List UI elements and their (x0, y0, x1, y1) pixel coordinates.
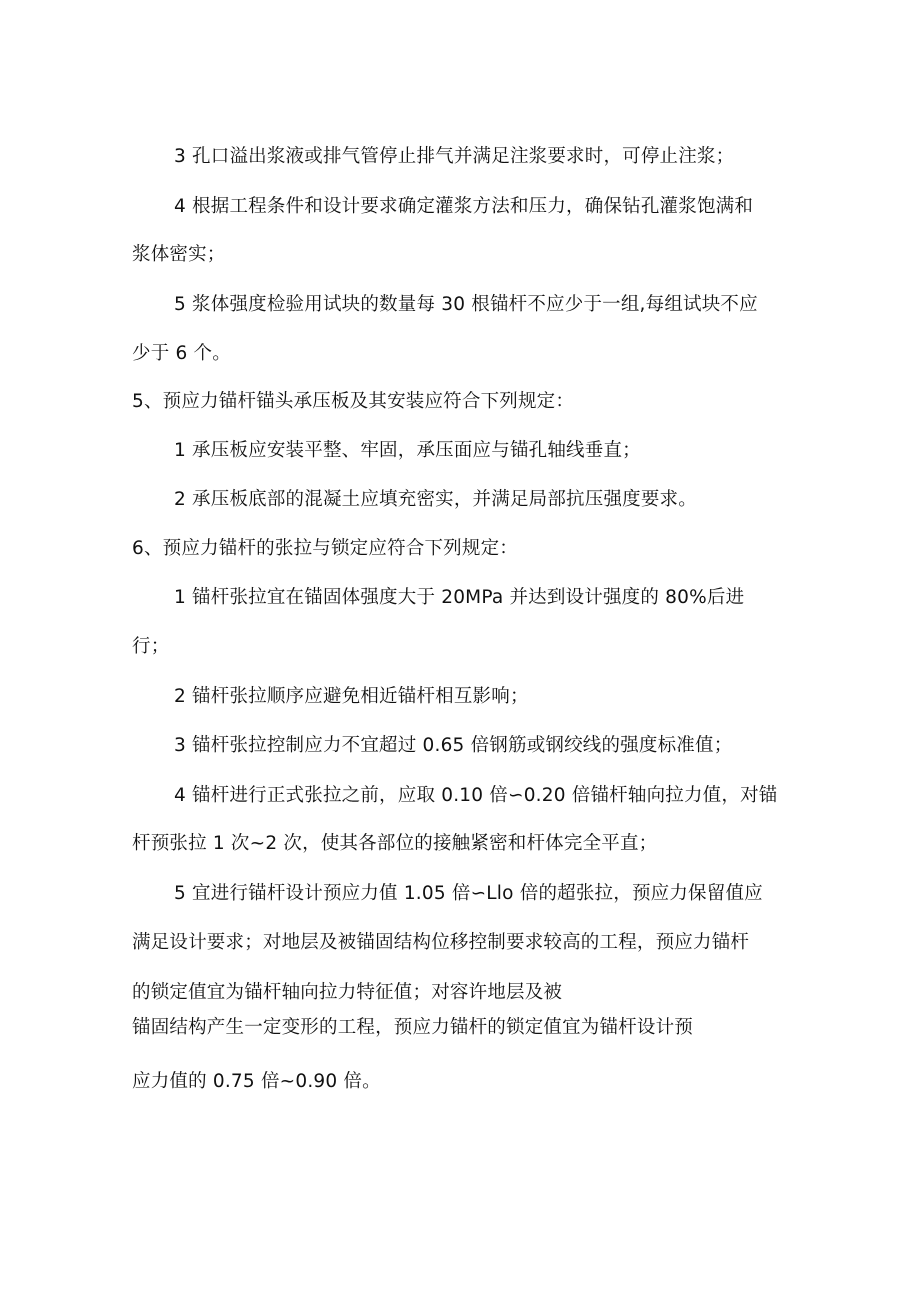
text-line: 应力值的 0.75 倍~0.90 倍。 (132, 1071, 381, 1092)
section-heading: 5、预应力锚杆锚头承压板及其安装应符合下列规定： (132, 391, 575, 412)
text-line: 5 宜进行锚杆设计预应力值 1.05 倍∽Llo 倍的超张拉，预应力保留值应 (174, 883, 763, 904)
text-line: 少于 6 个。 (132, 343, 231, 364)
text-line: 杆预张拉 1 次~2 次，使其各部位的接触紧密和杆体完全平直； (132, 833, 658, 854)
section-heading: 6、预应力锚杆的张拉与锁定应符合下列规定： (132, 538, 518, 559)
text-line: 的锁定值宜为锚杆轴向拉力特征值；对容许地层及被 (132, 982, 563, 1003)
text-line: 4 锚杆进行正式张拉之前，应取 0.10 倍∽0.20 倍锚杆轴向拉力值，对锚 (174, 785, 778, 806)
text-line: 行； (132, 636, 170, 657)
text-line: 满足设计要求；对地层及被锚固结构位移控制要求较高的工程，预应力锚杆 (132, 932, 750, 953)
text-line: 3 锚杆张拉控制应力不宜超过 0.65 倍钢筋或钢绞线的强度标准值； (174, 735, 733, 756)
text-line: 3 孔口溢出浆液或排气管停止排气并满足注浆要求时，可停止注浆； (174, 146, 735, 167)
text-line: 锚固结构产生一定变形的工程，预应力锚杆的锁定值宜为锚杆设计预 (132, 1017, 694, 1038)
text-line: 4 根据工程条件和设计要求确定灌浆方法和压力，确保钻孔灌浆饱满和 (174, 196, 754, 217)
text-line: 5 浆体强度检验用试块的数量每 30 根锚杆不应少于一组,每组试块不应 (174, 294, 758, 315)
text-line: 浆体密实； (132, 244, 226, 265)
text-line: 1 锚杆张拉宜在锚固体强度大于 20MPa 并达到设计强度的 80%后进 (174, 587, 745, 608)
text-line: 1 承压板应安装平整、牢固，承压面应与锚孔轴线垂直； (174, 440, 641, 461)
text-line: 2 锚杆张拉顺序应避免相近锚杆相互影响； (174, 686, 529, 707)
text-line: 2 承压板底部的混凝土应填充密实，并满足局部抗压强度要求。 (174, 489, 697, 510)
